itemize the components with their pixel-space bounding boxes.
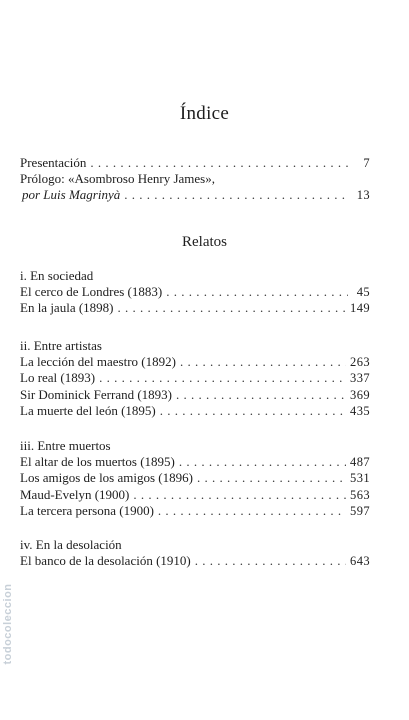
toc-entry-title: La tercera persona (1900) [20, 502, 154, 518]
toc-group [20, 268, 370, 317]
toc-group [20, 537, 370, 569]
toc-entry-title: Presentación [20, 155, 87, 170]
toc-entry [20, 187, 370, 203]
toc-entry [20, 284, 370, 300]
toc-leader [197, 470, 346, 486]
toc-entry [20, 487, 370, 503]
toc-entry-title: La muerte del león (1895) [20, 402, 156, 418]
toc-entry [20, 370, 370, 386]
toc-entry [20, 300, 370, 316]
toc-leader [118, 300, 347, 316]
toc-entry-page: 563 [350, 487, 370, 502]
toc-entry-title: Sir Dominick Ferrand (1893) [20, 386, 173, 402]
toc-leader [176, 387, 346, 403]
toc-entry-page: 149 [350, 301, 370, 316]
toc-group-heading: iii. Entre muertos [20, 438, 111, 453]
toc-entry-page: 337 [350, 371, 370, 386]
toc-entry-title: Maud-Evelyn (1900) [20, 486, 130, 502]
toc-entry-page: 45 [356, 285, 370, 300]
toc-leader [158, 503, 346, 519]
watermark-text: todocoleccion [2, 583, 14, 665]
toc-leader [160, 403, 346, 419]
toc-entry [20, 403, 370, 419]
toc-entry-title: El cerco de Londres (1883) [20, 284, 163, 300]
toc-entry-page: 597 [350, 503, 370, 518]
toc-leader [195, 553, 346, 569]
toc-entry-page: 263 [350, 355, 370, 370]
toc-entry-title: El banco de la desolación (1910) [20, 553, 191, 569]
watermark [0, 540, 12, 720]
toc-entry-page: 369 [350, 387, 370, 402]
front-matter [20, 155, 370, 204]
toc-group [20, 338, 370, 419]
toc-entry-title: En la jaula (1898) [20, 300, 114, 316]
toc-entry [20, 470, 370, 486]
toc-entry-page: 7 [363, 156, 370, 170]
page-title: Índice [179, 103, 230, 124]
toc-entry [20, 454, 370, 470]
toc-group [20, 438, 370, 519]
toc-entry-title: La lección del maestro (1892) [20, 354, 176, 370]
toc-leader [180, 354, 346, 370]
toc-entry [20, 155, 370, 171]
toc-leader [99, 370, 346, 386]
toc-leader [166, 284, 348, 300]
toc-group-heading: ii. Entre artistas [20, 338, 102, 353]
toc-entry [20, 171, 370, 187]
toc-entry-page: 435 [350, 403, 370, 418]
toc-entry [20, 354, 370, 370]
toc-entry-page: 643 [350, 554, 370, 569]
toc-entry-title: Lo real (1893) [20, 370, 96, 386]
toc-leader [133, 487, 346, 503]
toc-entry-page: 531 [350, 471, 370, 486]
toc-leader [179, 454, 346, 470]
toc-entry-title: por Luis Magrinyà [22, 187, 121, 203]
toc-entry [20, 553, 370, 569]
toc-entry [20, 387, 370, 403]
toc-leader [124, 187, 348, 203]
toc-entry-page: 487 [350, 455, 370, 470]
toc-entry-title: El altar de los muertos (1895) [20, 454, 175, 470]
toc-group-heading: iv. En la desolación [20, 537, 122, 552]
toc-entry-title: Prólogo: «Asombroso Henry James», [20, 171, 215, 187]
toc-group-heading: i. En sociedad [20, 268, 94, 283]
section-title: Relatos [182, 234, 227, 250]
toc-entry [20, 503, 370, 519]
toc-leader [90, 155, 348, 171]
toc-entry-page: 13 [356, 188, 370, 203]
toc-entry-title: Los amigos de los amigos (1896) [20, 470, 193, 486]
